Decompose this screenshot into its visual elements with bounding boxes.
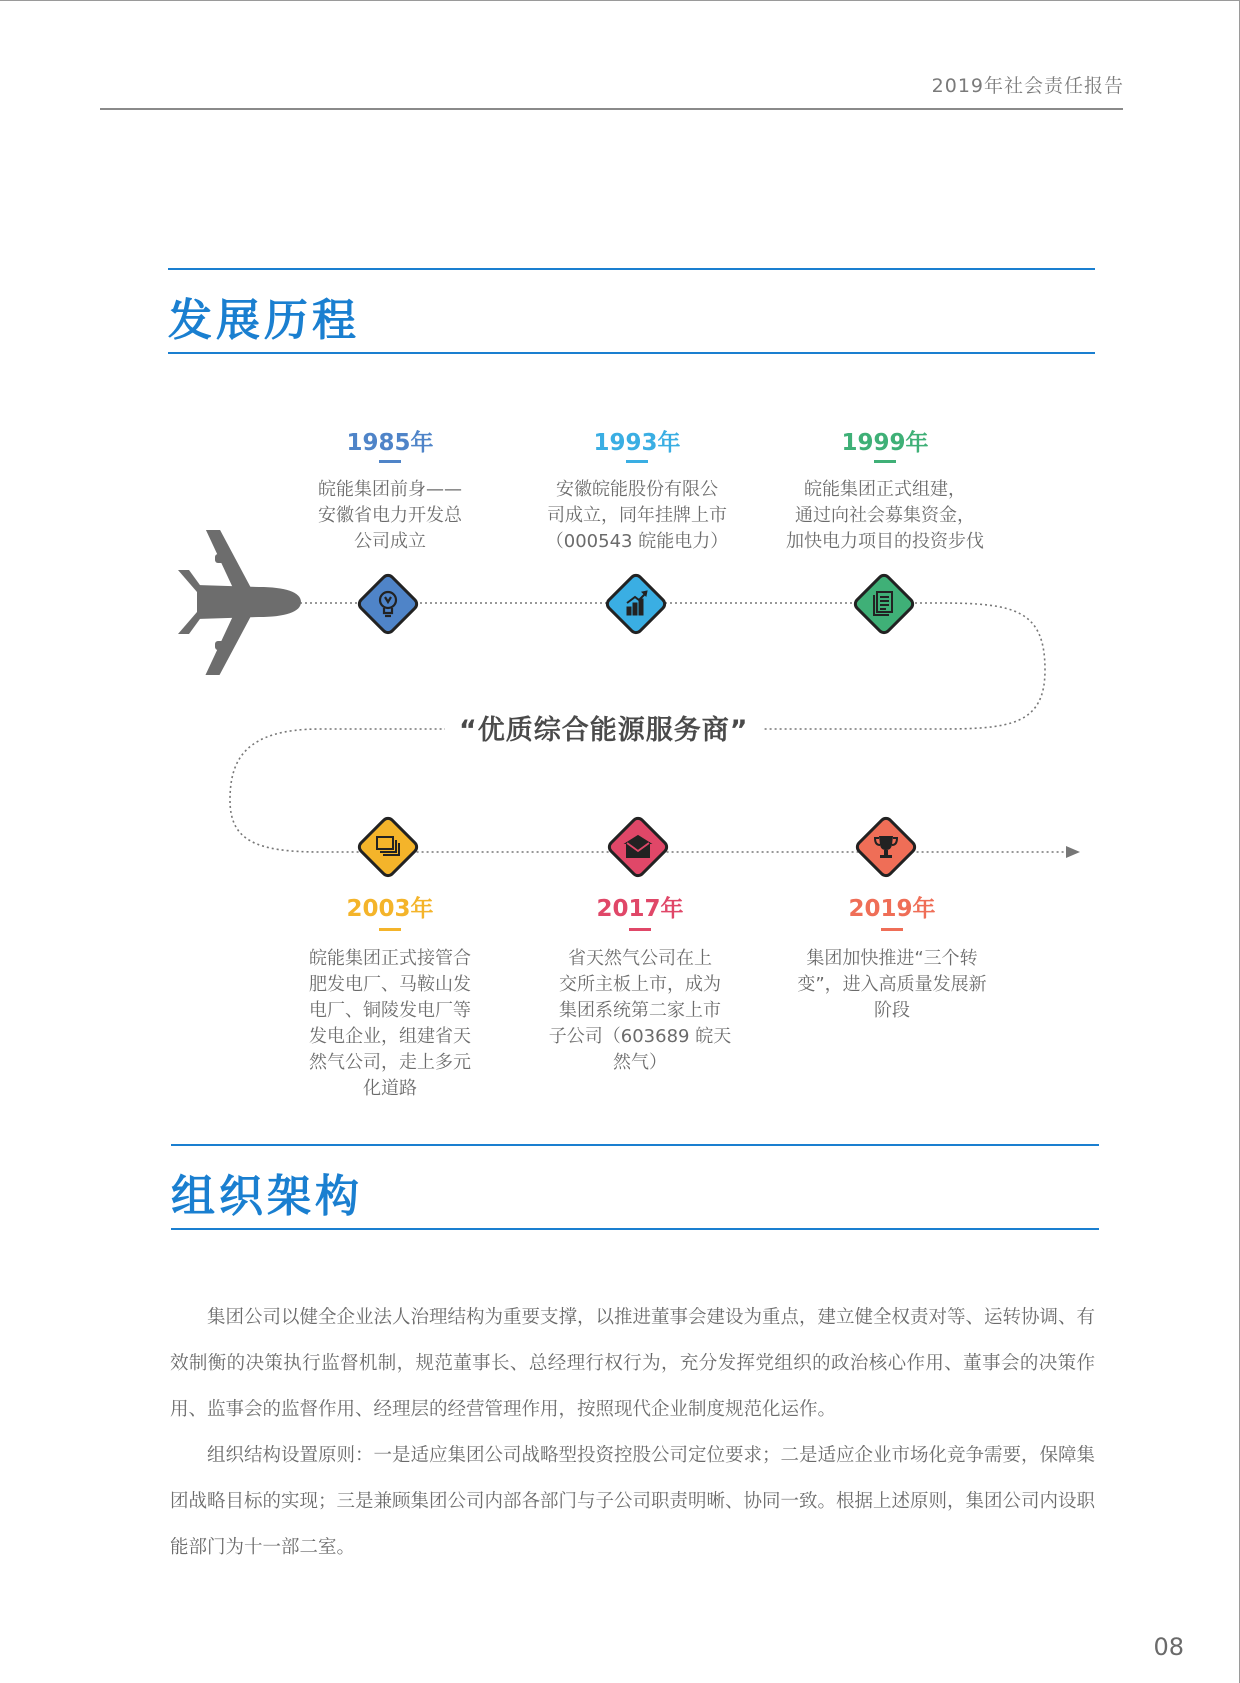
event-desc-1993: 安徽皖能股份有限公 司成立，同年挂牌上市 （000543 皖能电力） bbox=[545, 479, 729, 552]
section-rule-top bbox=[171, 1144, 1099, 1146]
event-year-1985: 1985年 bbox=[346, 430, 434, 456]
event-dash bbox=[626, 460, 648, 463]
milestone-1985-marker bbox=[353, 569, 423, 643]
event-dash bbox=[379, 460, 401, 463]
event-desc-2019: 集团加快推进“三个转 变”，进入高质量发展新 阶段 bbox=[797, 948, 987, 1021]
milestone-2019-marker bbox=[851, 812, 921, 886]
page-number: 08 bbox=[1153, 1633, 1184, 1661]
milestone-1993-marker bbox=[601, 569, 671, 643]
event-dash bbox=[874, 460, 896, 463]
section-rule-bottom bbox=[171, 1228, 1099, 1230]
section-title-history: 发展历程 bbox=[168, 295, 360, 346]
event-desc-2003: 皖能集团正式接管合 肥发电厂、马鞍山发 电厂、铜陵发电厂等 发电企业，组建省天 然气公司，走上多元 化道路 bbox=[309, 948, 471, 1099]
event-dash bbox=[881, 928, 903, 931]
event-year-1999: 1999年 bbox=[841, 430, 929, 456]
section-title-organization: 组织架构 bbox=[171, 1171, 363, 1222]
event-year-1993: 1993年 bbox=[593, 430, 681, 456]
event-dash bbox=[629, 928, 651, 931]
milestone-1999-marker bbox=[849, 569, 919, 643]
event-year-2017: 2017年 bbox=[596, 896, 684, 922]
event-dash bbox=[379, 928, 401, 931]
paragraph-structure-principles: 组织结构设置原则：一是适应集团公司战略型投资控股公司定位要求；二是适应企业市场化竞争需要，保障集团战略目标的实现；三是兼顾集团公司内部各部门与子公司职责明晰、协同一致。根据上述原则，集团公司内设职能部门为十一部二室。 bbox=[170, 1445, 1096, 1558]
event-year-2019: 2019年 bbox=[848, 896, 936, 922]
event-desc-1985: 皖能集团前身—— 安徽省电力开发总 公司成立 bbox=[318, 479, 462, 552]
milestone-2017-marker bbox=[603, 812, 673, 886]
paragraph-governance: 集团公司以健全企业法人治理结构为重要支撑，以推进董事会建设为重点，建立健全权责对等、运转协调、有效制衡的决策执行监督机制，规范董事长、总经理行权行为，充分发挥党组织的政治核心作用、董事会的决策作用、监事会的监督作用、经理层的经营管理作用，按照现代企业制度规范化运作。 bbox=[170, 1307, 1096, 1420]
report-title: 2019年社会责任报告 bbox=[931, 75, 1124, 97]
company-slogan: “优质综合能源服务商” bbox=[445, 708, 763, 747]
event-desc-1999: 皖能集团正式组建， 通过向社会募集资金， 加快电力项目的投资步伐 bbox=[786, 479, 984, 552]
event-year-2003: 2003年 bbox=[346, 896, 434, 922]
milestone-2003-marker bbox=[353, 812, 423, 886]
event-desc-2017: 省天然气公司在上 交所主板上市，成为 集团系统第二家上市 子公司（603689 皖天 然气） bbox=[548, 948, 732, 1073]
arrow-head-icon bbox=[1066, 846, 1080, 858]
